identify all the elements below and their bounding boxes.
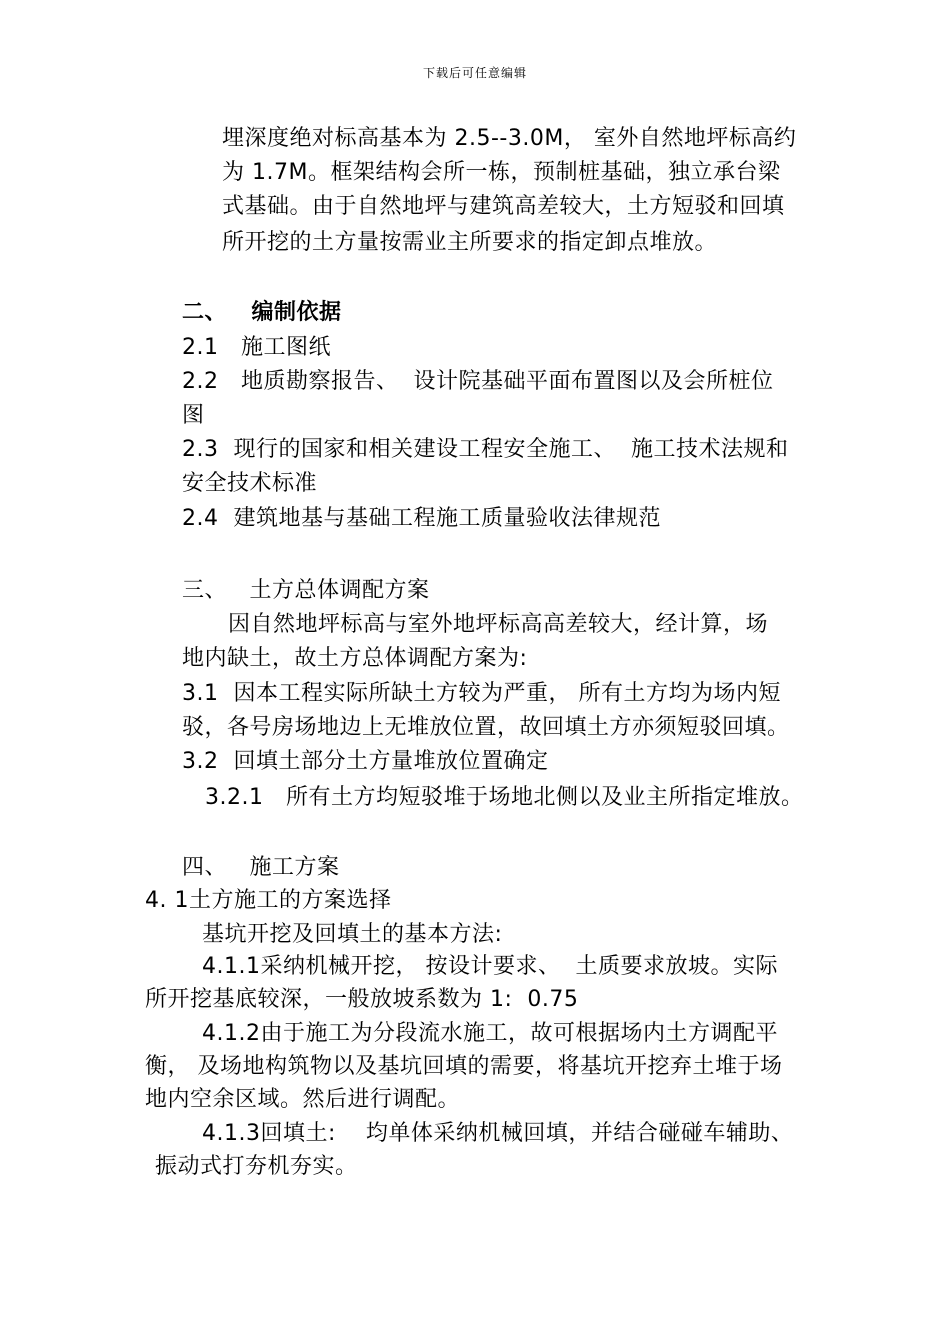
intro-line: 所开挖的土方量按需业主所要求的指定卸点堆放。 — [222, 230, 718, 255]
list-item-continuation: 安全技术标准 — [182, 471, 318, 496]
list-item-continuation: 所开挖基底较深，一般放坡系数为 1: 0.75 — [145, 987, 579, 1012]
list-item-continuation: 驳，各号房场地边上无堆放位置，故回填土方亦须短驳回填。 — [182, 715, 790, 740]
list-item: 2.2 地质勘察报告、 设计院基础平面布置图以及会所桩位 — [182, 369, 774, 394]
list-item-continuation: 衡， 及场地构筑物以及基坑回填的需要，将基坑开挖弃土堆于场 — [145, 1054, 783, 1079]
subsection-heading: 4. 1土方施工的方案选择 — [145, 888, 392, 913]
list-item: 4.1.3回填土: 均单体采纳机械回填，并结合碰碰车辅助、 — [202, 1121, 794, 1146]
intro-line: 式基础。由于自然地坪与建筑高差较大，土方短驳和回填 — [222, 194, 785, 219]
section-heading-3: 三、 土方总体调配方案 — [182, 578, 430, 603]
section-heading-4: 四、 施工方案 — [182, 855, 340, 880]
paragraph-line: 因自然地坪标高与室外地坪标高高差较大，经计算，场 — [228, 612, 769, 637]
paragraph-line: 地内缺土，故土方总体调配方案为: — [182, 646, 528, 671]
paragraph-line: 基坑开挖及回填土的基本方法: — [202, 922, 503, 947]
intro-line: 为 1.7M。框架结构会所一栋，预制桩基础，独立承台梁 — [222, 160, 781, 185]
list-item: 3.2.1 所有土方均短驳堆于场地北侧以及业主所指定堆放。 — [205, 785, 804, 810]
list-item: 2.1 施工图纸 — [182, 335, 331, 360]
section-heading-2: 二、 编制依据 — [182, 300, 342, 325]
intro-line: 埋深度绝对标高基本为 2.5--3.0M， 室外自然地坪标高约 — [222, 126, 797, 151]
list-item-continuation: 图 — [182, 403, 205, 428]
list-item: 3.2 回填土部分土方量堆放位置确定 — [182, 749, 549, 774]
list-item: 2.4 建筑地基与基础工程施工质量验收法律规范 — [182, 506, 661, 531]
list-item: 2.3 现行的国家和相关建设工程安全施工、 施工技术法规和 — [182, 437, 789, 462]
page-header: 下载后可任意编辑 — [422, 66, 527, 80]
list-item-continuation: 地内空余区域。然后进行调配。 — [145, 1087, 461, 1112]
list-item: 4.1.1采纳机械开挖， 按设计要求、 土质要求放坡。实际 — [202, 954, 778, 979]
list-item: 3.1 因本工程实际所缺土方较为严重， 所有土方均为场内短 — [182, 681, 781, 706]
list-item-continuation: 振动式打夯机夯实。 — [155, 1154, 358, 1179]
list-item: 4.1.2由于施工为分段流水施工，故可根据场内土方调配平 — [202, 1021, 778, 1046]
